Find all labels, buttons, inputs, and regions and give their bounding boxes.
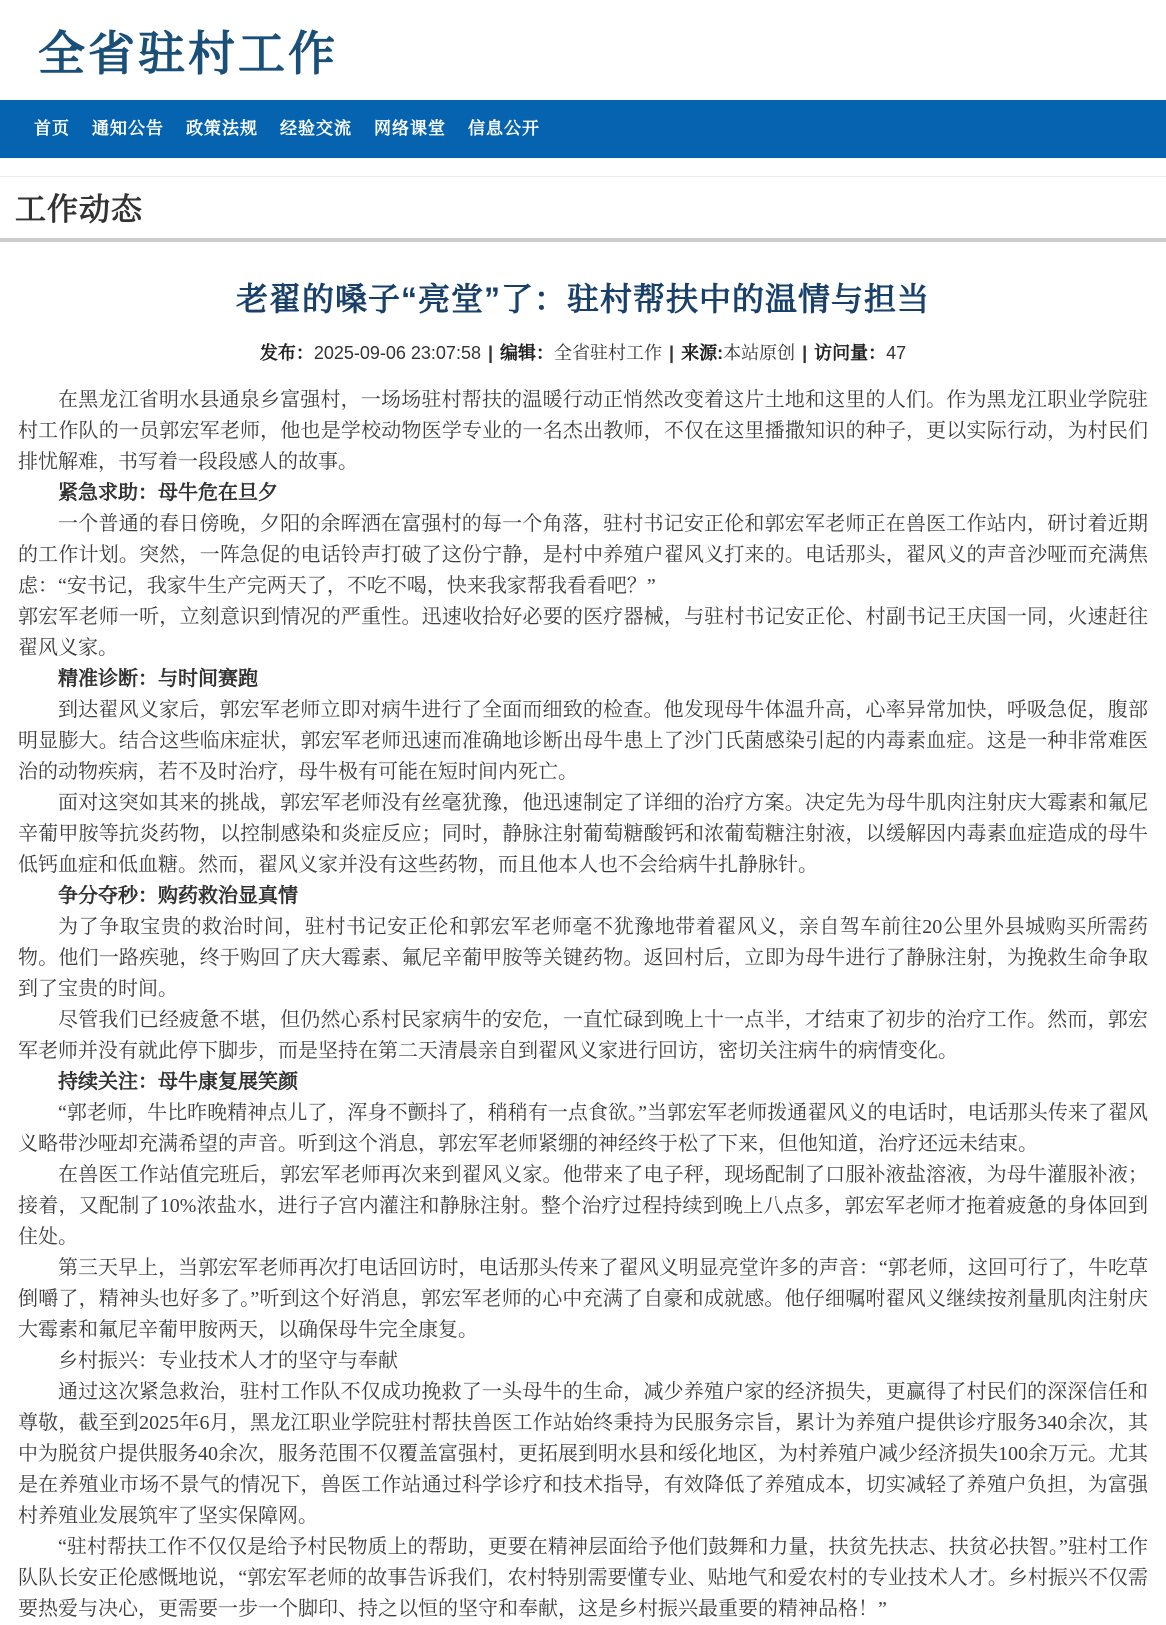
article-subheading: 持续关注：母牛康复展笑颜 [58, 1071, 298, 1093]
article-paragraph: 通过这次紧急救治，驻村工作队不仅成功挽救了一头母牛的生命，减少养殖户家的经济损失，更赢得了村民们的深深信任和尊敬，截至到2025年6月，黑龙江职业学院驻村帮扶兽医工作站始终秉持为民服务宗旨，累计为养殖户提供诊疗服务340余次，其中为脱贫户提供服务40余次，服务范围不仅覆盖富强村，更拓展到明水县和绥化地区，为村养殖户减少经济损失100余万元。尤其是在养殖业市场不景气的情况下，兽医工作站通过科学诊疗和技术指导，有效降低了养殖成本，切实减轻了养殖户负担，为富强村养殖业发展筑牢了坚实保障网。 [18, 1381, 1148, 1527]
nav-item-exchange[interactable]: 经验交流 [280, 119, 352, 138]
meta-publish-label: 发布： [259, 343, 314, 363]
article-subheading: 精准诊断：与时间赛跑 [58, 668, 258, 690]
article-paragraph: 为了争取宝贵的救治时间，驻村书记安正伦和郭宏军老师毫不犹豫地带着翟风义，亲自驾车前往20公里外县城购买所需药物。他们一路疾驰，终于购回了庆大霉素、氟尼辛葡甲胺等关键药物。返回村后，立即为母牛进行了静脉注射，为挽救生命争取到了宝贵的时间。 [18, 916, 1148, 1000]
site-logo[interactable]: 全省驻村工作 [38, 26, 338, 82]
page-title: 工作动态 [15, 192, 143, 227]
article-subheading: 紧急求助：母牛危在旦夕 [58, 482, 278, 504]
article-paragraph: 一个普通的春日傍晚，夕阳的余晖洒在富强村的每一个角落，驻村书记安正伦和郭宏军老师正在兽医工作站内，研讨着近期的工作计划。突然，一阵急促的电话铃声打破了这份宁静，是村中养殖户翟风义打来的。电话那头，翟风义的声音沙哑而充满焦虑：“安书记，我家牛生产完两天了，不吃不喝，快来我家帮我看看吧？” [18, 513, 1148, 597]
meta-views-value: 47 [886, 343, 907, 363]
article-body [18, 385, 1148, 1625]
meta-source-value: 本站原创 [723, 343, 796, 363]
meta-publish-value: 2025-09-06 23:07:58 [313, 343, 481, 363]
nav-item-info[interactable]: 信息公开 [468, 119, 540, 138]
article-paragraph: 尽管我们已经疲惫不堪，但仍然心系村民家病牛的安危，一直忙碌到晚上十一点半，才结束了初步的治疗工作。然而，郭宏军老师并没有就此停下脚步，而是坚持在第二天清晨亲自到翟风义家进行回访，密切关注病牛的病情变化。 [18, 1009, 1148, 1062]
section-divider [0, 238, 1166, 242]
article-title: 老翟的嗓子“亮堂”了：驻村帮扶中的温情与担当 [235, 281, 930, 317]
meta-editor-label: 编辑： [500, 343, 555, 363]
article-paragraph: 面对这突如其来的挑战，郭宏军老师没有丝毫犹豫，他迅速制定了详细的治疗方案。决定先为母牛肌肉注射庆大霉素和氟尼辛葡甲胺等抗炎药物，以控制感染和炎症反应；同时，静脉注射葡萄糖酸钙和浓葡萄糖注射液，以缓解因内毒素血症造成的母牛低钙血症和低血糖。然而，翟风义家并没有这些药物，而且他本人也不会给病牛扎静脉针。 [18, 792, 1148, 876]
article-subheading: 争分夺秒：购药救治显真情 [58, 885, 298, 907]
article [0, 274, 1166, 1625]
meta-views-label: 访问量： [814, 343, 887, 363]
nav-item-home[interactable]: 首页 [34, 119, 70, 138]
nav-item-policies[interactable]: 政策法规 [186, 119, 258, 138]
article-paragraph: 在兽医工作站值完班后，郭宏军老师再次来到翟风义家。他带来了电子秤，现场配制了口服补液盐溶液，为母牛灌服补液；接着，又配制了10%浓盐水，进行子宫内灌注和静脉注射。整个治疗过程持续到晚上八点多，郭宏军老师才拖着疲惫的身体回到住处。 [18, 1164, 1148, 1248]
article-paragraph: “驻村帮扶工作不仅仅是给予村民物质上的帮助，更要在精神层面给予他们鼓舞和力量，扶贫先扶志、扶贫必扶智。”驻村工作队队长安正伦感慨地说，“郭宏军老师的故事告诉我们，农村特别需要懂专业、贴地气和爱农村的专业技术人才。乡村振兴不仅需要热爱与决心，更需要一步一个脚印、持之以恒的坚守和奉献，这是乡村振兴最重要的精神品格！” [18, 1536, 1148, 1620]
meta-separator: | [487, 343, 494, 363]
article-paragraph: “郭老师，牛比昨晚精神点儿了，浑身不颤抖了，稍稍有一点食欲。”当郭宏军老师拨通翟风义的电话时，电话那头传来了翟风义略带沙哑却充满希望的声音。听到这个消息，郭宏军老师紧绷的神经终于松了下来，但他知道，治疗还远未结束。 [18, 1102, 1148, 1155]
meta-separator: | [669, 343, 675, 363]
article-subheading: 乡村振兴：专业技术人才的坚守与奉献 [58, 1350, 398, 1372]
section-head [0, 176, 1166, 242]
article-paragraph: 在黑龙江省明水县通泉乡富强村，一场场驻村帮扶的温暖行动正悄然改变着这片土地和这里的人们。作为黑龙江职业学院驻村工作队的一员郭宏军老师，他也是学校动物医学专业的一名杰出教师，不仅在这里播撒知识的种子，更以实际行动，为村民们排忧解难，书写着一段段感人的故事。 [18, 389, 1148, 473]
nav-item-courses[interactable]: 网络课堂 [374, 119, 446, 138]
nav-item-notices[interactable]: 通知公告 [92, 119, 164, 138]
meta-source-label: 来源: [681, 343, 724, 363]
article-paragraph: 郭宏军老师一听，立刻意识到情况的严重性。迅速收拾好必要的医疗器械，与驻村书记安正伦、村副书记王庆国一同，火速赶往翟风义家。 [18, 606, 1148, 659]
site-header [0, 0, 1166, 100]
main-nav [0, 100, 1166, 158]
article-meta [0, 339, 1166, 365]
article-paragraph: 第三天早上，当郭宏军老师再次打电话回访时，电话那头传来了翟风义明显亮堂许多的声音：“郭老师，这回可行了，牛吃草倒嚼了，精神头也好多了。”听到这个好消息，郭宏军老师的心中充满了自豪和成就感。他仔细嘱咐翟风义继续按剂量肌肉注射庆大霉素和氟尼辛葡甲胺两天，以确保母牛完全康复。 [18, 1257, 1148, 1341]
article-paragraph: 到达翟风义家后，郭宏军老师立即对病牛进行了全面而细致的检查。他发现母牛体温升高，心率异常加快，呼吸急促，腹部明显膨大。结合这些临床症状，郭宏军老师迅速而准确地诊断出母牛患上了沙门氏菌感染引起的内毒素血症。这是一种非常难医治的动物疾病，若不及时治疗，母牛极有可能在短时间内死亡。 [18, 699, 1148, 783]
meta-separator: | [802, 343, 808, 363]
meta-editor-value: 全省驻村工作 [554, 343, 663, 363]
